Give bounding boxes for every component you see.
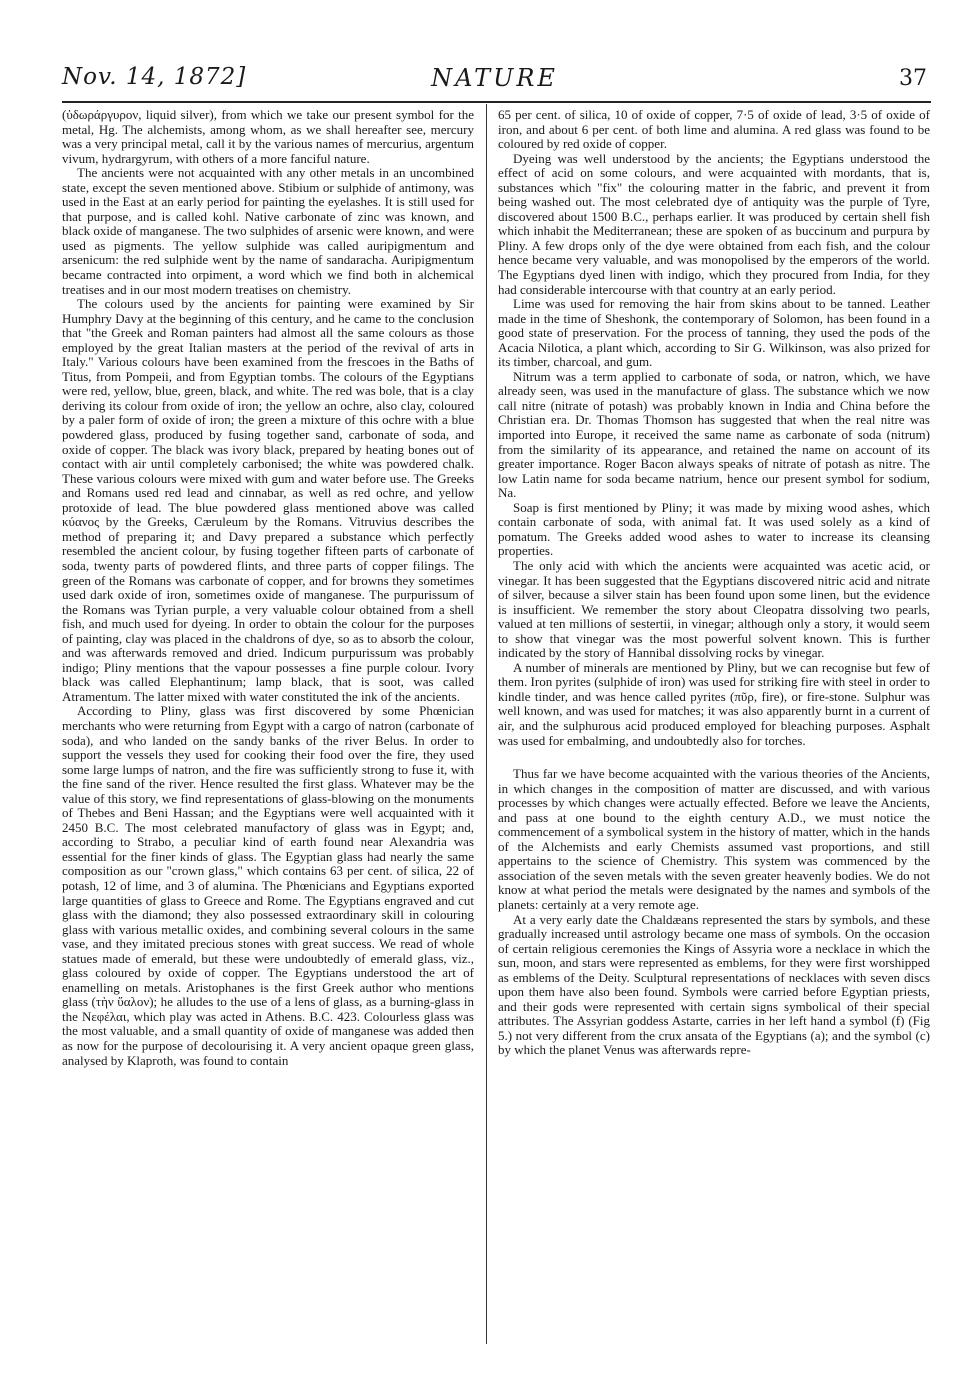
left-column — [62, 108, 474, 1068]
paragraph: Dyeing was well understood by the ancients; the Egyptians understood the effect of acid on some colours, and were acquainted with mordants, that is, substances which "fix" the colouring matter in the fabric, and prevent it from being washed out. The most celebrated dye of antiquity was the purple of Tyre, discovered about 1500 B.C., perhaps earlier. It was produced by certain shell fish which inhabit the Mediterranean; these are spoken of as buccinum and purpura by Pliny. A few drops only of the dye were obtained from each fish, and the colour hence became very valuable, and was monopolised by the emperors of the world. The Egyptians dyed linen with indigo, which they procured from India, for they had considerable intercourse with that country at an early period. — [498, 150, 930, 297]
journal-title: NATURE — [431, 64, 558, 92]
paragraph: Lime was used for removing the hair from skins about to be tanned. Leather made in the time of Sheshonk, the contemporary of Solomon, has been found in a good state of preservation. For the process of tanning, they used the pods of the Acacia Nilotica, a plant which, according to Sir G. Wilkinson, was also prized for its timber, charcoal, and gum. — [498, 296, 930, 370]
column-divider — [486, 104, 487, 1344]
paragraph: At a very early date the Chaldæans represented the stars by symbols, and these gradually increased until astrology became one mass of symbols. On the occasion of certain religious ceremonies the Kings of Assyria wore a necklace in which the sun, moon, and stars were represented as emblems, for they were first worshipped as emblems of the Deity. Sculptural representations of necklaces with seven discs upon them have also been found. Symbols were carried before Egyptian priests, and their gods were represented with certain signs symbolical of their special attributes. The Assyrian goddess Astarte, carries in her left hand a symbol (f) (Fig 5.) not very different from the crux ansata of the Egyptians (a); and the symbol (c) by which the planet Venus was afterwards repre- — [498, 911, 930, 1058]
paragraph: According to Pliny, glass was first discovered by some Phœnician merchants who were returning from Egypt with a cargo of natron (carbonate of soda), and who landed on the sandy banks of the river Belus. In order to support the vessels they used for cooking their food over the fire, they used some large lumps of natron, and the fire was sufficiently strong to fuse it, with the fine sand of the river. Hence resulted the first glass. Whatever may be the value of this story, we find representations of glass-blowing on the monuments of Thebes and Beni Hassan; and the Egyptians were well acquainted with it 2450 B.C. The most celebrated manufactory of glass was in Egypt; and, according to Strabo, a peculiar kind of earth found near Alexandria was essential for the finer kinds of glass. The Egyptian glass had nearly the same composition as our "crown glass," which contains 63 per cent. of silica, 22 of potash, 12 of lime, and 3 of alumina. The Phœnicians and Egyptians exported large quantities of glass to Greece and Rome. The Egyptians engraved and cut glass with the diamond; they also possessed extraordinary skill in colouring glass with various metallic oxides, and combining several colours in the same vase, and they imitated precious stones with great success. We read of whole statues made of emerald, but these were undoubtedly of emerald glass, viz., glass coloured by oxide of copper. The Egyptians understood the art of enamelling on metals. Aristophanes is the first Greek author who mentions glass (τὴν ὕαλον); he alludes to the use of a lens of glass, as a burning-glass in the Νεφέλαι, which play was acted in Athens. B.C. 423. Colourless glass was the most valuable, and a small quantity of oxide of manganese was added then as now for the purpose of decolourising it. A very ancient opaque green glass, analysed by Klaproth, was found to contain — [62, 703, 474, 1068]
section-break — [498, 748, 930, 767]
paragraph: Nitrum was a term applied to carbonate of soda, or natron, which, we have already seen, was used in the manufacture of glass. The substance which we now call nitre (nitrate of potash) was probably known in India and China before the Christian era. Dr. Thomas Thomson has suggested that when the real nitre was imported into Europe, it received the same name as carbonate of soda (nitrum) from the similarity of its appearance, and retained the name on account of its greater importance. Roger Bacon always speaks of nitrate of potash as nitre. The low Latin name for soda became natrium, hence our present symbol for sodium, Na. — [498, 368, 930, 501]
right-column — [498, 108, 930, 1058]
paragraph: (ὑδωράργυρον, liquid silver), from which we take our present symbol for the metal, Hg. The alchemists, among whom, as we shall hereafter see, mercury was a very principal metal, call it by the various names of mercurius, argentum vivum, hydrargyrum, with others of a more fanciful nature. — [62, 107, 474, 166]
paragraph: The colours used by the ancients for painting were examined by Sir Humphry Davy at the beginning of this century, and he came to the conclusion that "the Greek and Roman painters had almost all the same colours as those employed by the great Italian masters at the period of the revival of arts in Italy." Various colours have been examined from the frescoes in the Baths of Titus, from Pompeii, and from Egyptian tombs. The colours of the Egyptians were red, yellow, blue, green, black, and white. The red was bole, that is a clay deriving its colour from oxide of iron; the yellow an ochre, also clay, coloured by a paler form of oxide of iron; the green a mixture of this ochre with a blue powdered glass, produced by fusing together sand, carbonate of soda, and oxide of copper. The black was ivory black, prepared by heating bones out of contact with air until completely carbonised; the white was powdered chalk. These various colours were mixed with gum and water before use. The Greeks and Romans used red lead and cinnabar, as well as red ochre, and yellow protoxide of lead. The blue powdered glass mentioned above was called κύανος by the Greeks, Cæruleum by the Romans. Vitruvius describes the method of preparing it; and Davy prepared a substance which perfectly resembled the ancient colour, by fusing together fifteen parts of carbonate of soda, twenty parts of powdered flints, and three parts of copper filings. The green of the Romans was carbonate of copper, and for browns they sometimes used dark oxide of iron, sometimes oxide of manganese. The purpurissum of the Romans was Tyrian purple, a very valuable colour obtained from a shell fish, and much used for dyeing. In order to obtain the colour for the purposes of painting, clay was placed in the chaldrons of dye, so as to absorb the colour, and was afterwards removed and dried. Indicum purpurissum was probably indigo; Pliny mentions that the vapour possesses a fine purple colour. Ivory black was called Elephantinum; lamp black, that is soot, was called Atramentum. The latter mixed with water constituted the ink of the ancients. — [62, 296, 474, 704]
page-number: 37 — [899, 66, 927, 91]
issue-date: Nov. 14, 1872] — [62, 64, 247, 90]
paragraph: Soap is first mentioned by Pliny; it was made by mixing wood ashes, which contain carbonate of soda, with animal fat. It was used solely as a kind of pomatum. The Greeks added wood ashes to water to increase its cleansing properties. — [498, 499, 930, 559]
paragraph: The only acid with which the ancients were acquainted was acetic acid, or vinegar. It has been suggested that the Egyptians discovered nitric acid and nitrate of silver, because a silver stain has been found upon some linen, but the evidence is insufficient. We remember the story about Cleopatra dissolving two pearls, valued at ten millions of sestertii, in vinegar; although only a story, it would seem to show that vinegar was the most powerful solvent known. This is further indicated by the story of Hannibal dissolving rocks by vinegar. — [498, 557, 930, 661]
header-rule — [62, 101, 931, 103]
paragraph: 65 per cent. of silica, 10 of oxide of copper, 7·5 of oxide of lead, 3·5 of oxide of iron, and about 6 per cent. of both lime and alumina. A red glass was found to be coloured by red oxide of copper. — [498, 107, 930, 152]
paragraph: The ancients were not acquainted with any other metals in an uncombined state, except the seven mentioned above. Stibium or sulphide of antimony, was used in the East at an early period for painting the eyelashes. It is still used for that purpose, and is called kohl. Native carbonate of zinc was known, and black oxide of manganese. The two sulphides of arsenic were known, and were used as pigments. The yellow sulphide was called auripigmentum and arsenicum: the red sulphide went by the name of sandaracha. Auripigmentum became contracted into orpiment, a word which we find both in alchemical treatises and in our most modern treatises on chemistry. — [62, 165, 475, 297]
paragraph: Thus far we have become acquainted with the various theories of the Ancients, in which changes in the composition of matter are discussed, and with various processes by which changes were actually effected. Before we leave the Ancients, and pass at one bound to the eighth century A.D., we must notice the commencement of a symbolical system in the history of matter, which in the hands of the Alchemists and early Chemists assumed vast proportions, and still appertains to the science of Chemistry. This system was commenced by the association of the seven metals with the seven greater heavenly bodies. We do not know at what period the metals were designated by the names and symbols of the planets: certainly at a very remote age. — [498, 766, 930, 912]
paragraph: A number of minerals are mentioned by Pliny, but we can recognise but few of them. Iron pyrites (sulphide of iron) was used for striking fire with steel in order to kindle tinder, and was hence called pyrites (πῦρ, fire), or fire-stone. Sulphur was well known, and was used for matches; it was also apparently burnt in a current of air, and the sulphurous acid produced employed for bleaching purposes. Asphalt was used for embalming, and undoubtedly also for torches. — [498, 659, 930, 748]
page-header — [62, 64, 927, 102]
